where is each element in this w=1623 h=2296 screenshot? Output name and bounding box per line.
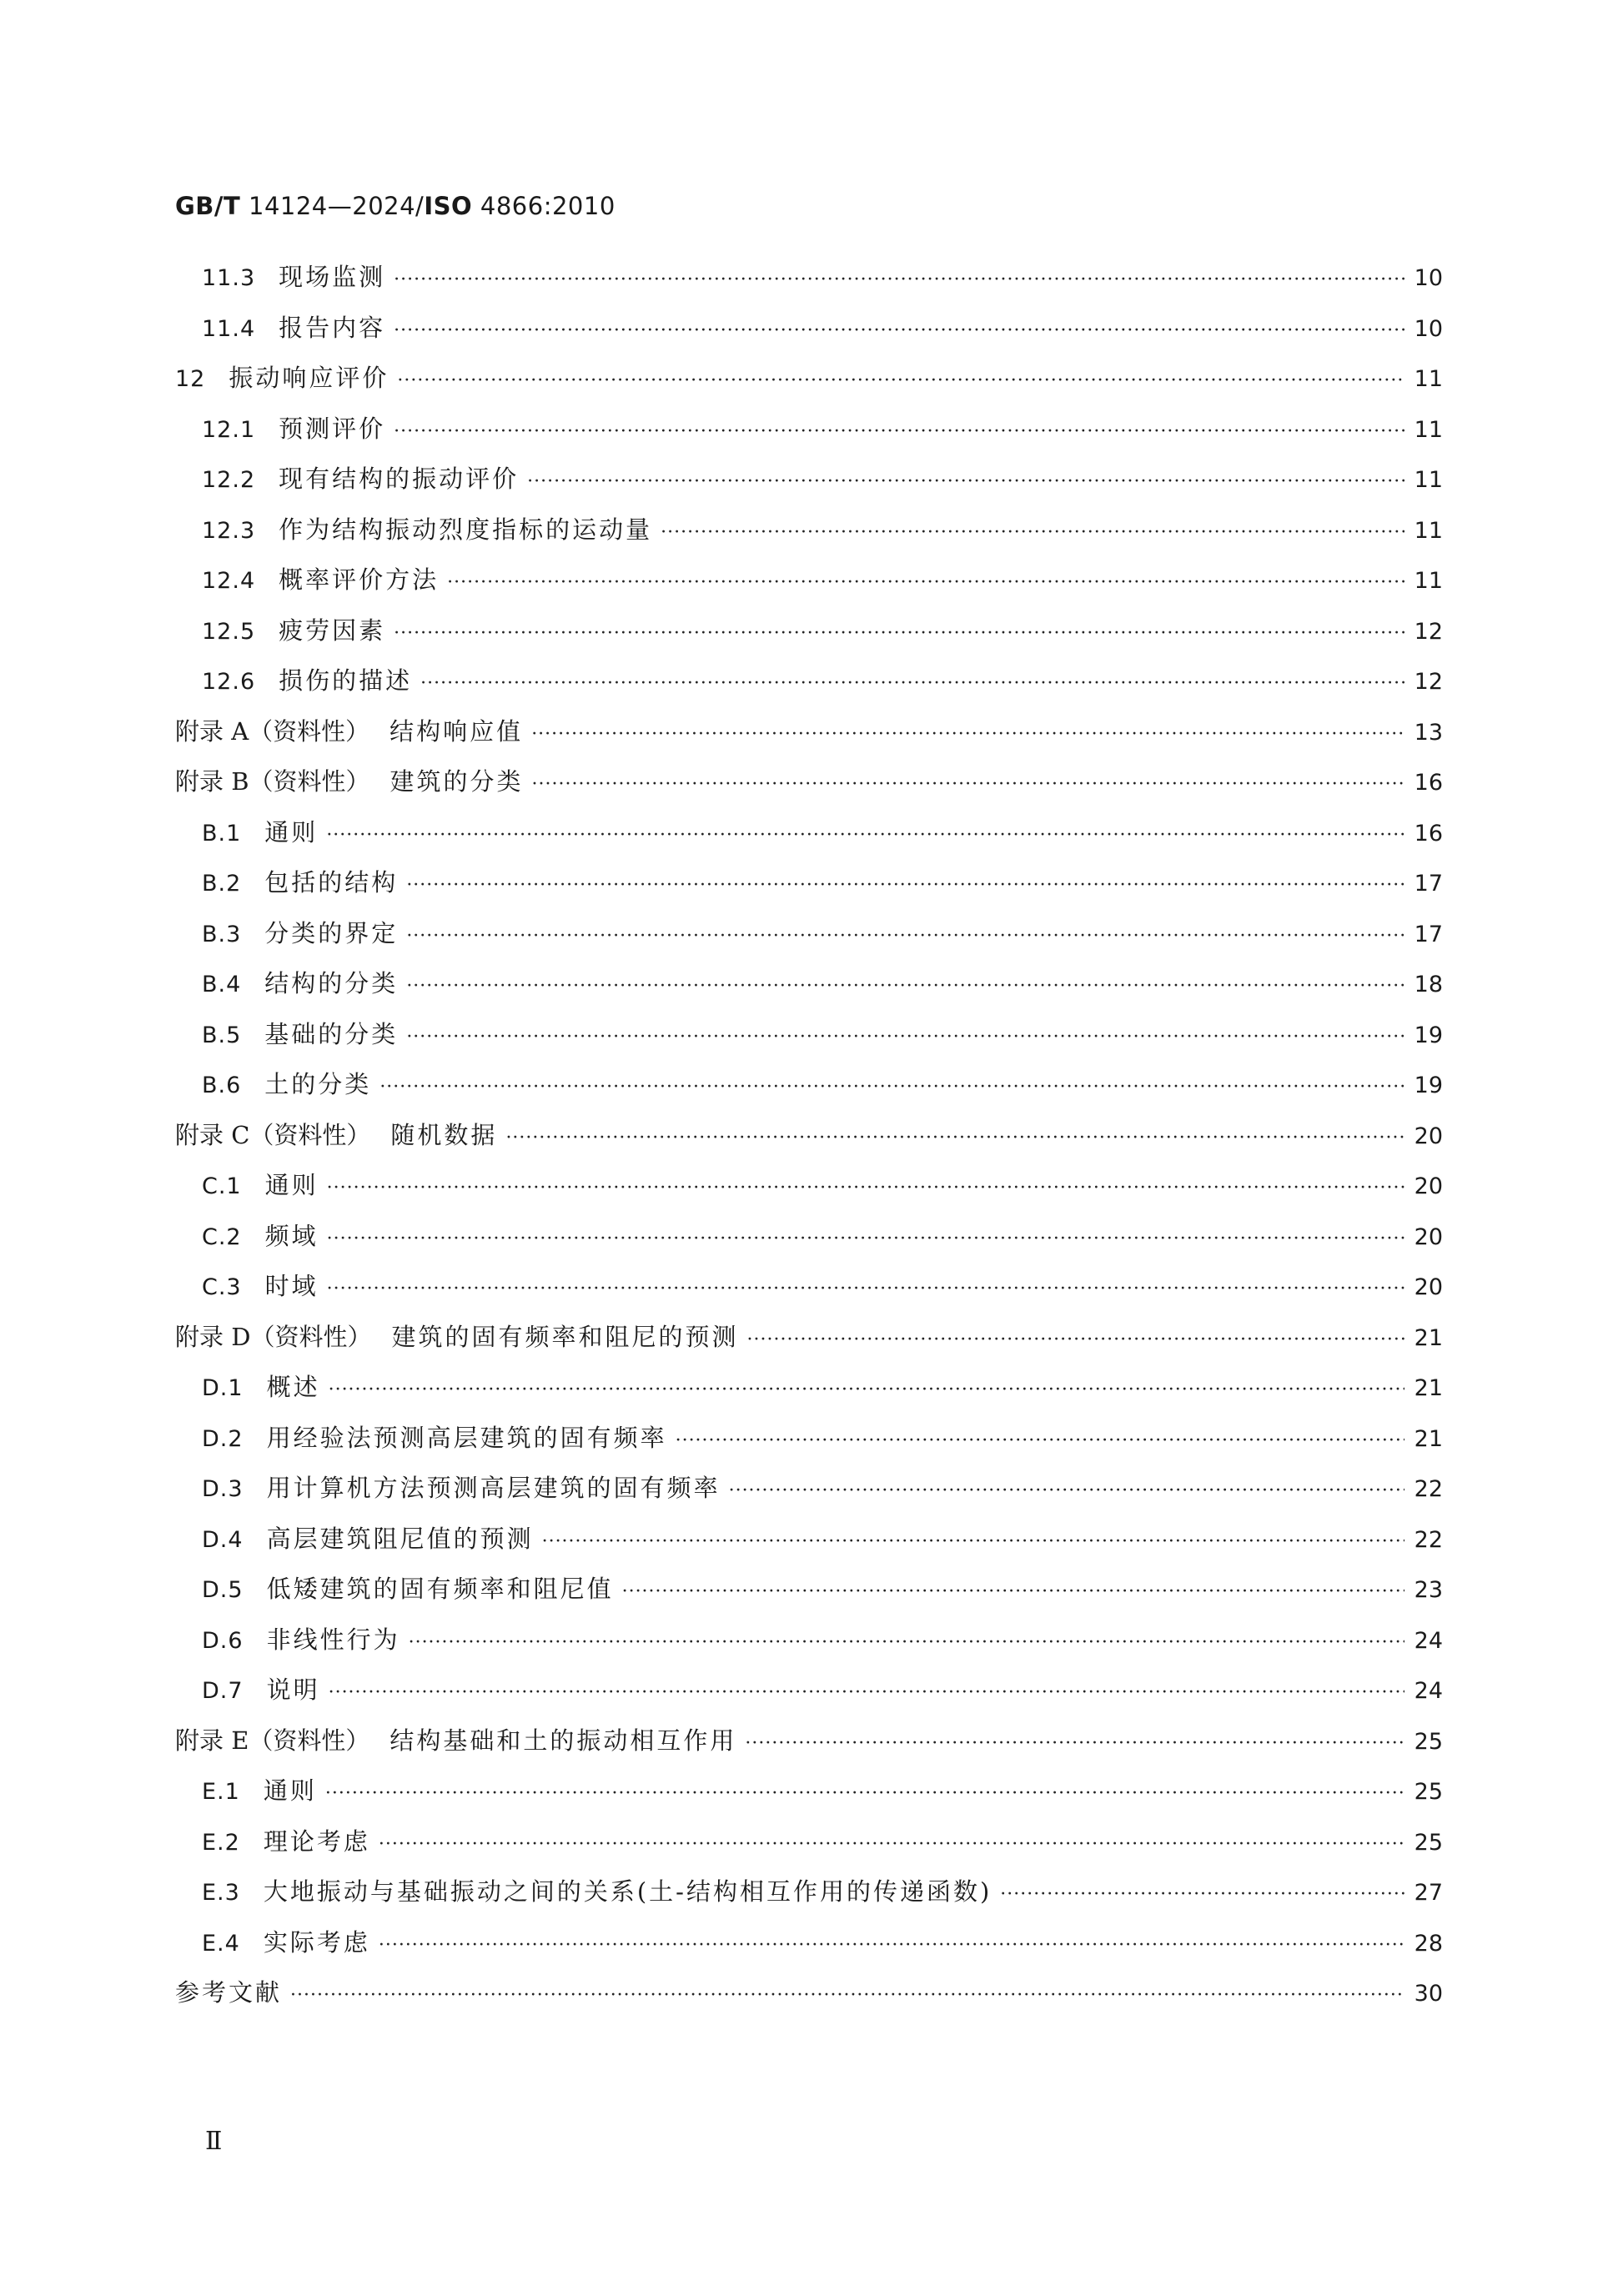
toc-entry-title: 预测评价 [279,414,386,443]
toc-entry-page: 13 [1414,719,1443,746]
table-of-contents [175,259,1443,2025]
toc-entry-title: 建筑的固有频率和阻尼的预测 [391,1322,739,1351]
toc-entry-title: 用计算机方法预测高层建筑的固有频率 [266,1474,721,1502]
toc-entry-title: 用经验法预测高层建筑的固有频率 [266,1423,667,1452]
toc-entry-page: 20 [1414,1223,1443,1250]
iso-number: 4866:2010 [480,192,616,220]
toc-entry-title: 损伤的描述 [279,666,413,695]
toc-entry-number: 11.4 [202,315,256,342]
toc-dot-leader [326,825,1404,846]
toc-dot-leader [406,976,1404,997]
toc-dot-leader [327,1178,1404,1198]
iso-code: ISO [424,192,473,220]
toc-entry[interactable] [175,763,1443,814]
toc-entry-number: 12.5 [202,618,256,645]
toc-entry[interactable] [175,1369,1443,1419]
toc-entry[interactable] [175,1671,1443,1722]
toc-entry-number: B.2 [202,871,242,897]
toc-entry-title: 通则 [263,1776,317,1805]
toc-entry-title: 低矮建筑的固有频率和阻尼值 [266,1575,614,1603]
toc-entry-number: D.4 [202,1526,244,1553]
toc-dot-leader [409,1632,1404,1653]
toc-entry-number: 12.2 [202,467,256,493]
toc-entry-page: 24 [1414,1627,1443,1654]
toc-entry[interactable] [175,1218,1443,1269]
toc-entry-title: 结构响应值 [389,716,524,746]
toc-entry[interactable] [175,1520,1443,1571]
toc-entry-number: E.2 [202,1829,240,1856]
standard-number: 14124—2024/ [249,192,425,220]
toc-entry-number: 附录 D（资料性） [175,1322,372,1351]
toc-entry-page: 16 [1414,820,1443,847]
toc-entry-title: 说明 [266,1676,320,1704]
toc-dot-leader [290,1985,1404,2006]
toc-entry-number: E.4 [202,1930,240,1957]
toc-entry-number: B.5 [202,1022,242,1048]
toc-dot-leader [622,1581,1404,1602]
toc-entry-number: 附录 E（资料性） [175,1726,370,1755]
toc-entry-title: 时域 [264,1272,319,1300]
toc-entry-number: 附录 C（资料性） [175,1120,371,1149]
toc-dot-leader [542,1531,1404,1552]
toc-dot-leader [532,774,1404,795]
page-number: Ⅱ [205,2127,223,2156]
toc-entry[interactable] [175,1016,1443,1067]
toc-entry-title: 现有结构的振动评价 [279,465,520,493]
toc-entry-number: 12.6 [202,669,256,695]
toc-entry-number: B.4 [202,972,242,997]
toc-entry[interactable] [175,460,1443,511]
toc-entry-number: B.3 [202,921,242,947]
toc-entry-page: 10 [1414,315,1443,342]
toc-entry-title: 基础的分类 [264,1019,399,1048]
toc-entry[interactable] [175,1823,1443,1874]
toc-entry-page: 11 [1414,467,1443,493]
toc-entry-title: 高层建筑阻尼值的预测 [266,1524,534,1553]
toc-entry-number: D.1 [202,1375,244,1401]
toc-entry[interactable] [175,662,1443,713]
toc-entry-page: 16 [1414,770,1443,796]
toc-entry-page: 11 [1414,568,1443,594]
standard-code: GB/T [175,192,241,220]
toc-entry-page: 25 [1414,1779,1443,1805]
toc-dot-leader [379,1935,1404,1956]
toc-dot-leader [379,1834,1404,1855]
toc-entry[interactable] [175,1419,1443,1470]
toc-dot-leader [394,623,1404,644]
toc-entry[interactable] [175,259,1443,309]
toc-entry-title: 结构的分类 [264,969,399,997]
toc-dot-leader [379,1077,1404,1098]
toc-entry-number: 12 [175,366,206,392]
toc-entry-number: D.3 [202,1476,244,1502]
toc-dot-leader [394,269,1404,290]
toc-entry-page: 11 [1414,366,1443,392]
toc-dot-leader [1000,1884,1404,1905]
toc-entry[interactable] [175,1117,1443,1168]
toc-entry[interactable] [175,1570,1443,1621]
toc-dot-leader [661,522,1404,543]
toc-dot-leader [394,320,1404,341]
toc-entry-page: 17 [1414,921,1443,947]
toc-entry-number: 12.1 [202,416,256,443]
toc-entry[interactable] [175,309,1443,360]
toc-entry-page: 12 [1414,669,1443,695]
toc-dot-leader [745,1733,1404,1754]
toc-entry[interactable] [175,1319,1443,1369]
toc-entry-title: 频域 [264,1221,319,1250]
toc-entry-page: 24 [1414,1678,1443,1704]
toc-entry-page: 23 [1414,1577,1443,1603]
toc-dot-leader [505,1128,1404,1148]
toc-entry-page: 11 [1414,517,1443,544]
toc-entry[interactable] [175,1722,1443,1773]
toc-entry-title: 参考文献 [175,1978,283,2007]
toc-entry[interactable] [175,1974,1443,2025]
toc-entry-number: B.6 [202,1073,242,1098]
toc-entry-title: 分类的界定 [264,918,399,947]
toc-entry-number: 12.3 [202,517,256,544]
toc-entry-number: D.2 [202,1425,244,1452]
toc-entry-page: 25 [1414,1728,1443,1755]
toc-dot-leader [676,1430,1404,1451]
toc-entry[interactable] [175,965,1443,1016]
toc-dot-leader [531,724,1404,745]
toc-entry[interactable] [175,1873,1443,1924]
toc-entry-title: 振动响应评价 [229,364,389,392]
toc-entry-page: 11 [1414,416,1443,443]
toc-entry-title: 作为结构振动烈度指标的运动量 [279,515,653,544]
toc-entry-page: 12 [1414,618,1443,645]
toc-entry-title: 包括的结构 [264,868,399,897]
toc-entry-title: 理论考虑 [263,1826,370,1856]
toc-entry-title: 报告内容 [279,313,386,342]
toc-dot-leader [325,1783,1404,1804]
toc-entry-page: 19 [1414,1073,1443,1098]
toc-entry-title: 实际考虑 [263,1927,370,1957]
toc-entry-number: C.3 [202,1274,242,1300]
toc-entry-number: E.1 [202,1779,240,1805]
toc-dot-leader [397,370,1404,391]
toc-entry-number: C.1 [202,1173,242,1199]
toc-dot-leader [729,1480,1404,1501]
toc-entry-title: 疲劳因素 [279,615,386,645]
toc-entry[interactable] [175,814,1443,865]
toc-dot-leader [420,673,1404,694]
toc-dot-leader [406,1027,1404,1048]
toc-entry-number: D.7 [202,1678,244,1704]
toc-entry-page: 21 [1414,1324,1443,1351]
toc-dot-leader [327,1279,1404,1299]
toc-entry-page: 22 [1414,1476,1443,1502]
toc-entry-page: 10 [1414,265,1443,291]
toc-entry[interactable] [175,1470,1443,1520]
toc-entry[interactable] [175,1621,1443,1672]
toc-dot-leader [329,1379,1404,1400]
toc-entry-title: 非线性行为 [266,1625,400,1654]
toc-entry-page: 21 [1414,1425,1443,1452]
toc-entry-page: 20 [1414,1274,1443,1300]
toc-entry-page: 25 [1414,1829,1443,1856]
toc-entry-page: 21 [1414,1375,1443,1401]
toc-entry-number: 11.3 [202,265,256,291]
toc-entry[interactable] [175,1772,1443,1823]
toc-dot-leader [327,1228,1404,1249]
toc-dot-leader [747,1329,1405,1350]
toc-entry-number: 12.4 [202,568,256,594]
toc-entry[interactable] [175,713,1443,764]
toc-entry-title: 概率评价方法 [279,565,440,594]
toc-entry[interactable] [175,1924,1443,1975]
toc-entry-number: C.2 [202,1223,242,1250]
toc-entry-number: B.1 [202,820,242,847]
toc-dot-leader [406,926,1404,947]
toc-entry[interactable] [175,1268,1443,1319]
toc-entry[interactable] [175,1066,1443,1117]
toc-entry-title: 随机数据 [390,1120,498,1149]
toc-entry[interactable] [175,511,1443,562]
toc-entry[interactable] [175,561,1443,612]
toc-entry[interactable] [175,864,1443,915]
toc-dot-leader [329,1682,1404,1703]
toc-entry-page: 17 [1414,871,1443,897]
toc-entry-title: 建筑的分类 [389,767,524,796]
toc-entry-page: 27 [1414,1880,1443,1906]
toc-entry-page: 30 [1414,1981,1443,2007]
toc-entry-number: D.6 [202,1627,244,1654]
toc-entry-page: 20 [1414,1173,1443,1199]
document-header [175,192,616,220]
toc-entry[interactable] [175,1167,1443,1218]
toc-dot-leader [527,471,1404,492]
toc-entry-number: 附录 B（资料性） [175,767,370,796]
toc-entry[interactable] [175,915,1443,966]
toc-entry-page: 18 [1414,972,1443,997]
toc-entry-number: D.5 [202,1577,244,1603]
toc-dot-leader [394,421,1404,442]
toc-dot-leader [406,875,1404,896]
toc-entry-title: 通则 [264,1171,319,1199]
toc-entry-title: 土的分类 [264,1070,372,1098]
toc-entry[interactable] [175,612,1443,663]
toc-entry-title: 结构基础和土的振动相互作用 [389,1726,737,1755]
toc-entry-number: E.3 [202,1880,240,1906]
toc-entry-page: 28 [1414,1930,1443,1957]
toc-entry-title: 大地振动与基础振动之间的关系(土-结构相互作用的传递函数) [263,1877,992,1906]
toc-dot-leader [447,572,1404,593]
toc-entry-page: 22 [1414,1526,1443,1553]
toc-entry[interactable] [175,359,1443,410]
toc-entry-title: 现场监测 [279,263,386,291]
toc-entry[interactable] [175,410,1443,461]
toc-entry-page: 20 [1414,1123,1443,1149]
toc-entry-title: 通则 [264,817,319,847]
toc-entry-number: 附录 A（资料性） [175,716,370,746]
toc-entry-page: 19 [1414,1022,1443,1048]
toc-entry-title: 概述 [266,1373,320,1401]
